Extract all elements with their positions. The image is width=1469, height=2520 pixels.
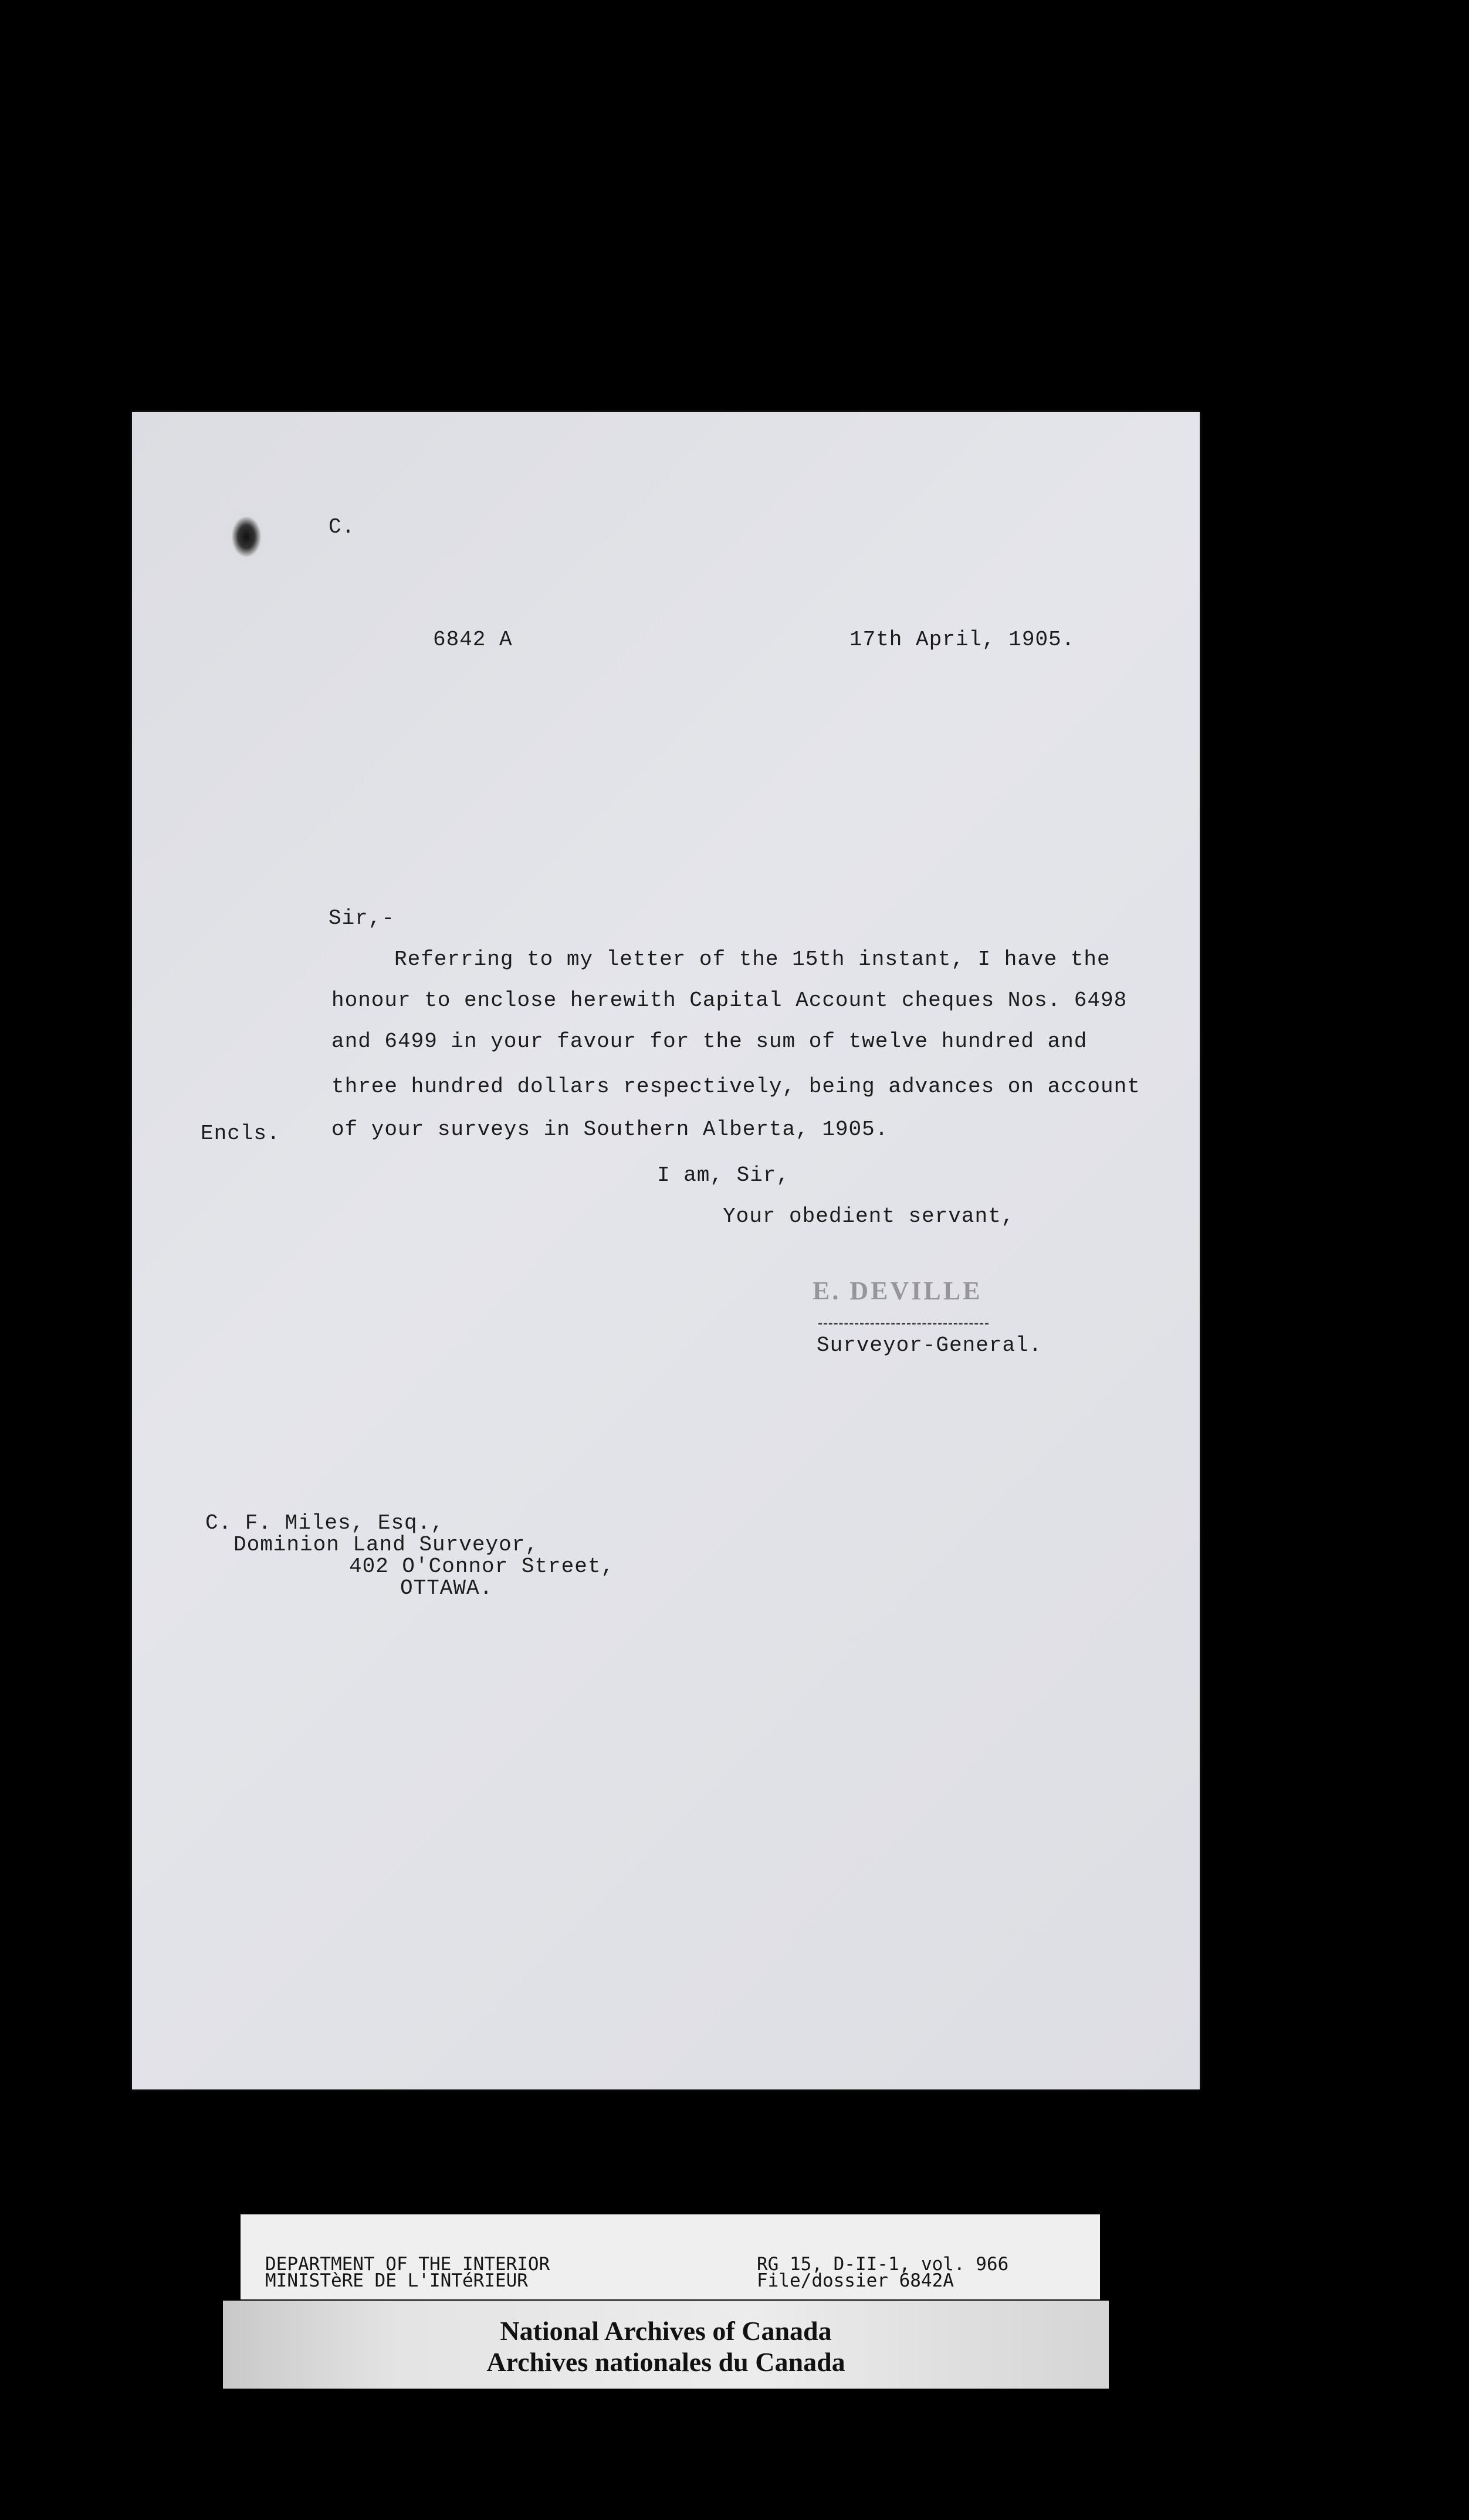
punch-hole bbox=[223, 504, 270, 569]
archive-reference: RG 15, D-II-1, vol. 966 bbox=[757, 2254, 1009, 2275]
file-number: 6842 A bbox=[433, 628, 513, 652]
archives-name-label bbox=[223, 2301, 1109, 2389]
letter-page bbox=[132, 412, 1200, 2089]
closing-line-2: Your obedient servant, bbox=[723, 1204, 1015, 1228]
signature-title: Surveyor-General. bbox=[817, 1333, 1042, 1357]
body-line-4: three hundred dollars respectively, being advances on account bbox=[331, 1075, 1140, 1099]
margin-note-enclosures: Encls. bbox=[201, 1122, 280, 1146]
archives-name-french: Archives nationales du Canada bbox=[486, 2347, 845, 2377]
addressee-line-3: 402 O'Connor Street, bbox=[349, 1554, 615, 1579]
body-line-2: honour to enclose herewith Capital Account cheques Nos. 6498 bbox=[331, 988, 1128, 1012]
body-line-1: Referring to my letter of the 15th instant, I have the bbox=[394, 947, 1111, 971]
addressee-line-4: OTTAWA. bbox=[400, 1576, 493, 1600]
signature-line bbox=[818, 1323, 989, 1325]
archive-file: File/dossier 6842A bbox=[757, 2270, 954, 2291]
closing-line-1: I am, Sir, bbox=[657, 1163, 790, 1187]
letter-initial: C. bbox=[329, 515, 356, 539]
addressee-line-1: C. F. Miles, Esq., bbox=[205, 1511, 444, 1535]
archives-name-english: National Archives of Canada bbox=[500, 2316, 832, 2346]
signature-stamp: E. DEVILLE bbox=[813, 1276, 983, 1305]
department-french: MINISTèRE DE L'INTéRIEUR bbox=[265, 2270, 528, 2291]
addressee-line-2: Dominion Land Surveyor, bbox=[233, 1533, 539, 1557]
body-line-3: and 6499 in your favour for the sum of twelve hundred and bbox=[331, 1029, 1088, 1054]
archive-reference-label bbox=[241, 2214, 1100, 2299]
body-line-5: of your surveys in Southern Alberta, 1905. bbox=[331, 1117, 889, 1142]
department-english: DEPARTMENT OF THE INTERIOR bbox=[265, 2254, 550, 2275]
letter-date: 17th April, 1905. bbox=[849, 628, 1075, 652]
salutation: Sir,- bbox=[329, 906, 395, 930]
